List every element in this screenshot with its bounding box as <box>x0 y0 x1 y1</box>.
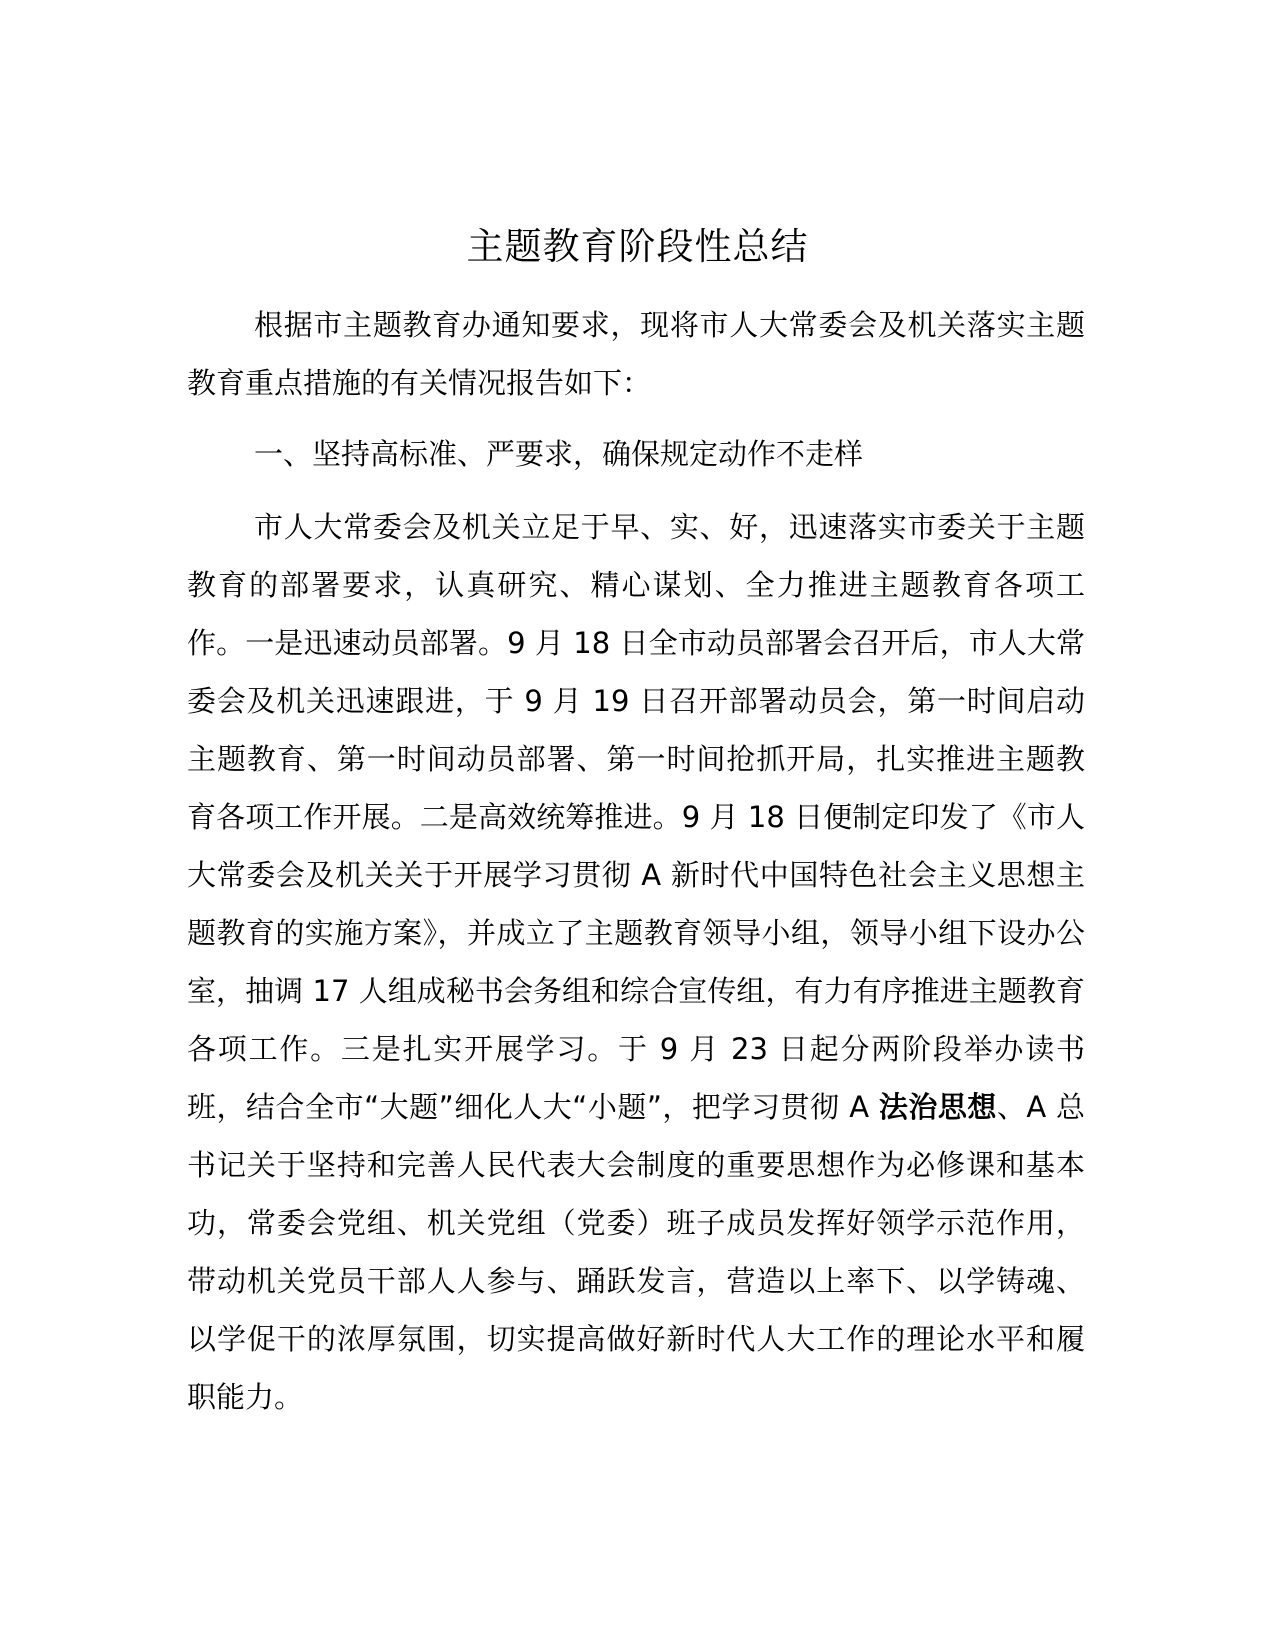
body-text-part1: 市人大常委会及机关立足于早、实、好，迅速落实市委关于主题教育的部署要求，认真研究、精心谋划、全力推进主题教育各项工作。一是迅速动员部署。9 月 18 日全市动员部署会召开后，市人大常委会及机关迅速跟进，于 9 月 19 日召开部署动员会，第一时间启动主题教育、第一时间动员部署、第一时间抢抓开局，扎实推进主题教育各项工作开展。二是高效统筹推进。9 月 18 日便制定印发了《市人大常委会及机关关于开展学习贯彻 A 新时代中国特色社会主义思想主题教育的实施方案》，并成立了主题教育领导小组，领导小组下设办公室，抽调 17 人组成秘书会务组和综合宣传组，有力有序推进主题教育各项工作。三是扎实开展学习。于 9 月 23 日起分两阶段举办读书班，结合全市“大题”细化人大“小题”，把学习贯彻 A <box>187 510 1085 1124</box>
body-text-part2: 、A 总书记关于坚持和完善人民代表大会制度的重要思想作为必修课和基本功，常委会党组、机关党组（党委）班子成员发挥好领学示范作用，带动机关党员干部人人参与、踊跃发言，营造以上率下、以学铸魂、以学促干的浓厚氛围，切实提高做好新时代人大工作的理论水平和履职能力。 <box>187 1090 1085 1414</box>
document-title: 主题教育阶段性总结 <box>466 225 809 268</box>
intro-paragraph: 根据市主题教育办通知要求，现将市人大常委会及机关落实主题教育重点措施的有关情况报告如下： <box>187 308 1085 400</box>
section-heading: 一、坚持高标准、严要求，确保规定动作不走样 <box>254 437 864 471</box>
section-body-paragraph <box>187 498 1085 1426</box>
body-text-bold: 法治思想 <box>878 1090 997 1124</box>
